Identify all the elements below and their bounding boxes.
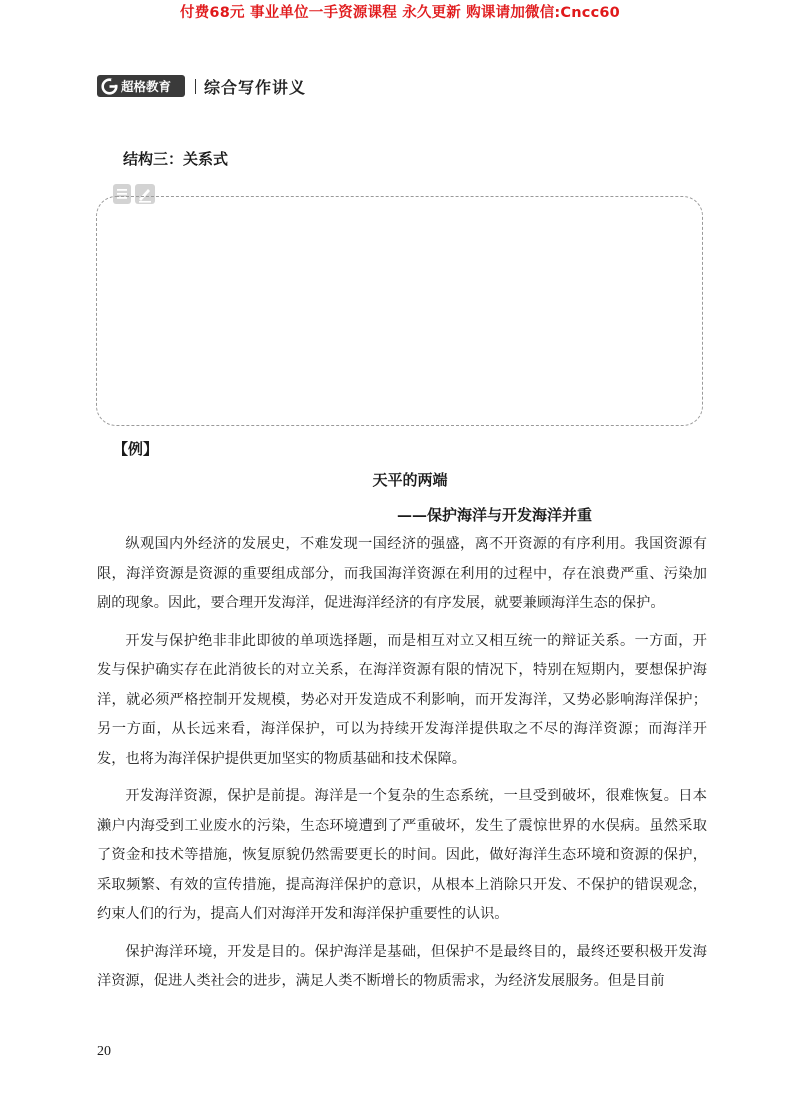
section-heading: 结构三：关系式 [123, 150, 229, 168]
page-header [97, 74, 306, 98]
essay-paragraph: 开发与保护绝非非此即彼的单项选择题，而是相互对立又相互统一的辩证关系。一方面，开发与保护确实存在此消彼长的对立关系，在海洋资源有限的情况下，特别在短期内，要想保护海洋，就必须严格控制开发规模，势必对开发造成不利影响，而开发海洋，又势必影响海洋保护；另一方面，从长远来看，海洋保护，可以为持续开发海洋提供取之不尽的海洋资源；而海洋开发，也将为海洋保护提供更加坚实的物质基础和技术保障。 [97, 632, 707, 767]
essay-paragraph: 保护海洋环境，开发是目的。保护海洋是基础，但保护不是最终目的，最终还要积极开发海洋资源，促进人类社会的进步，满足人类不断增长的物质需求，为经济发展服务。但是目前 [97, 943, 707, 989]
brand-logo-text: 超格教育 [121, 79, 172, 94]
essay-paragraph: 纵观国内外经济的发展史，不难发现一国经济的强盛，离不开资源的有序利用。我国资源有限，海洋资源是资源的重要组成部分，而我国海洋资源在利用的过程中，存在浪费严重、污染加剧的现象。因此，要合理开发海洋，促进海洋经济的有序发展，就要兼顾海洋生态的保护。 [97, 536, 707, 611]
brand-logo [97, 75, 185, 97]
essay-body [97, 530, 707, 1005]
brand-g-icon [101, 78, 118, 95]
header-divider [195, 79, 196, 94]
document-title: 综合写作讲义 [204, 77, 307, 97]
promo-banner: 付费68元 事业单位一手资源课程 永久更新 购课请加微信:Cncc60 [180, 5, 620, 21]
essay-title: 天平的两端 [372, 471, 448, 489]
notes-box[interactable] [96, 196, 703, 426]
essay-paragraph: 开发海洋资源，保护是前提。海洋是一个复杂的生态系统，一旦受到破坏，很难恢复。日本濑户内海受到工业废水的污染，生态环境遭到了严重破坏，发生了震惊世界的水俣病。虽然采取了资金和技术等措施，恢复原貌仍然需要更长的时间。因此，做好海洋生态环境和资源的保护，采取频繁、有效的宣传措施，提高海洋保护的意识，从根本上消除只开发、不保护的错误观念，约束人们的行为，提高人们对海洋开发和海洋保护重要性的认识。 [97, 788, 707, 922]
essay-subtitle: ——保护海洋与开发海洋并重 [397, 506, 593, 524]
example-label: 【例】 [113, 440, 159, 458]
page-number: 20 [97, 1044, 111, 1059]
